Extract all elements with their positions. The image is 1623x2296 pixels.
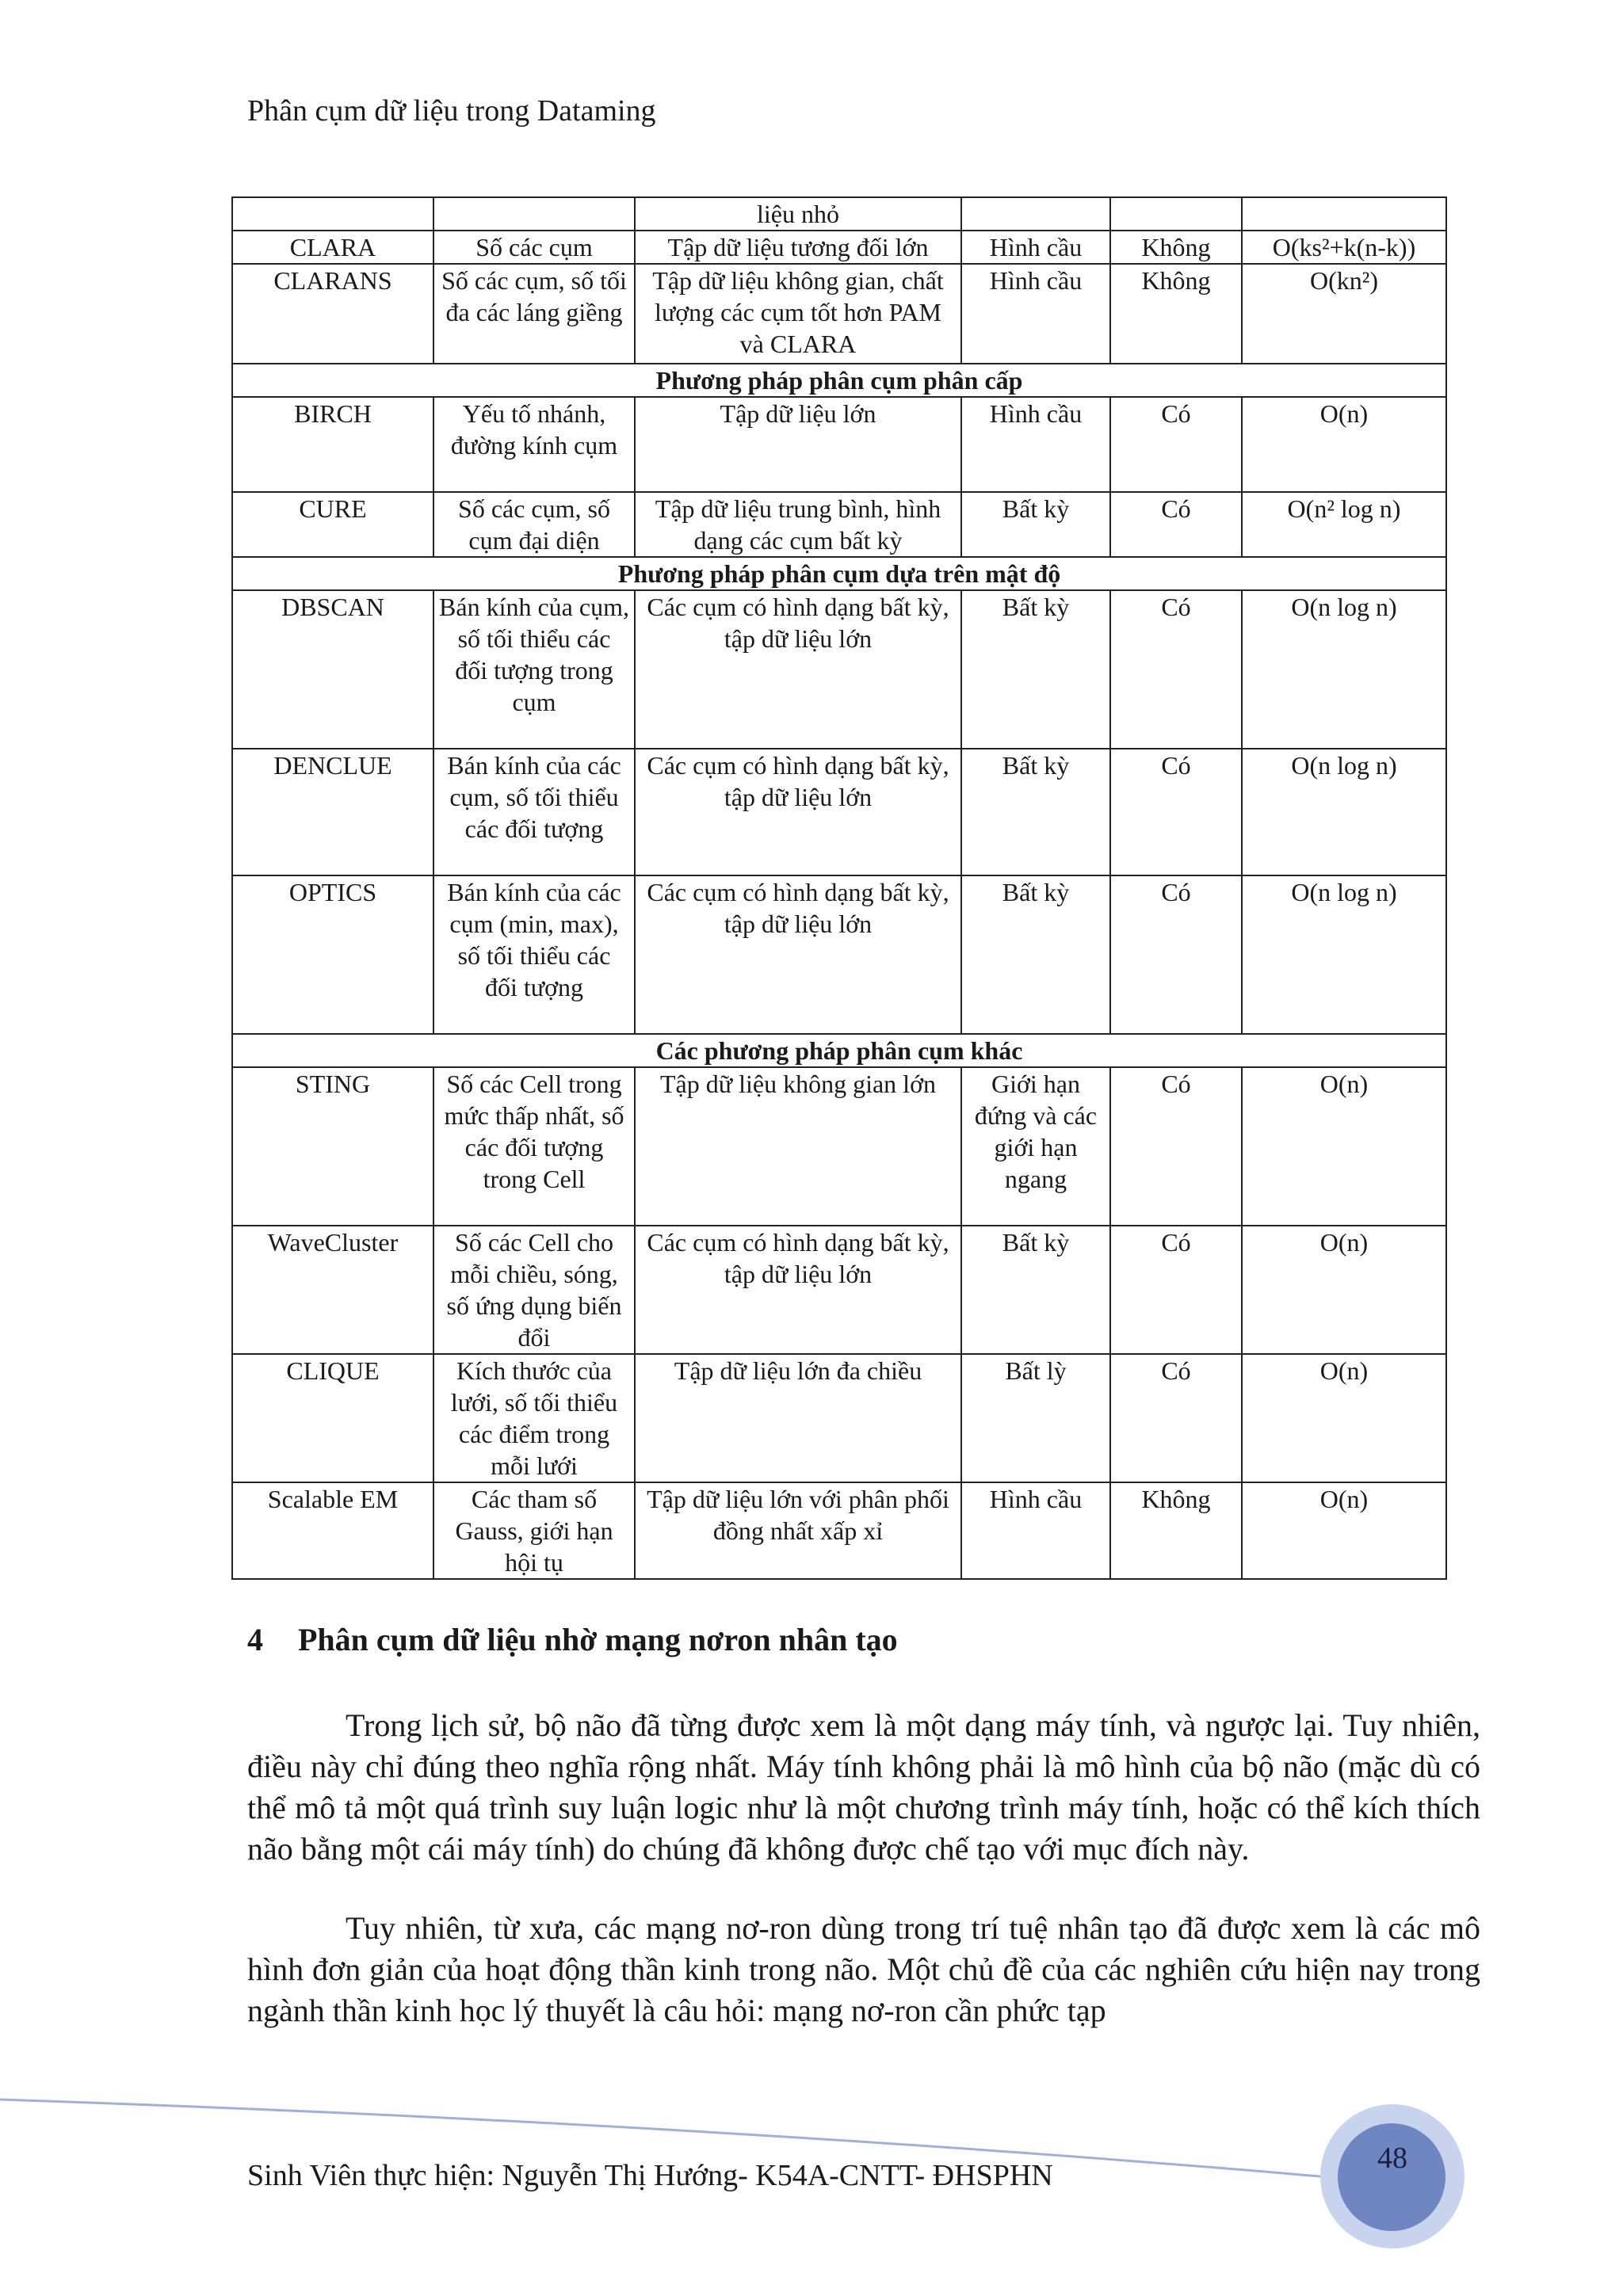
table-cell-shape: Giới hạn đứng và các giới hạn ngang [961,1067,1110,1226]
table-cell-complexity: O(n) [1242,1482,1446,1579]
table-cell-complexity: O(n log n) [1242,590,1446,749]
table-cell-name: DENCLUE [232,749,433,875]
table-row [232,1354,1446,1482]
section-number: 4 [247,1622,263,1657]
table-cell-complexity: O(kn²) [1242,264,1446,364]
table-cell-complexity: O(n) [1242,1067,1446,1226]
table-cell-suitable: Tập dữ liệu lớn [635,397,961,492]
table-cell-suitable: Tập dữ liệu không gian lớn [635,1067,961,1226]
table-row [232,1482,1446,1579]
table-cell-params: Số các cụm, số tối đa các láng giềng [433,264,635,364]
table-cell-shape: Hình cầu [961,397,1110,492]
table-cell-shape [961,197,1110,231]
table-group-row [232,1034,1446,1067]
table-row [232,197,1446,231]
table-cell-params: Kích thước của lưới, số tối thiểu các điểm trong mỗi lưới [433,1354,635,1482]
page-number-badge-inner [1338,2123,1445,2231]
table-cell-complexity: O(n) [1242,1226,1446,1354]
table-cell-params [433,197,635,231]
table-group-label: Phương pháp phân cụm phân cấp [232,364,1446,397]
table-cell-shape: Bất kỳ [961,492,1110,557]
table-cell-noise: Có [1110,1067,1242,1226]
table-cell-noise: Có [1110,1226,1242,1354]
table-cell-noise: Có [1110,875,1242,1034]
table-cell-params: Các tham số Gauss, giới hạn hội tụ [433,1482,635,1579]
table-row [232,1067,1446,1226]
table-cell-complexity: O(n² log n) [1242,492,1446,557]
table-cell-noise: Không [1110,231,1242,264]
table-cell-noise [1110,197,1242,231]
table-cell-name: CURE [232,492,433,557]
table-cell-name [232,197,433,231]
table-cell-name: CLARA [232,231,433,264]
table-group-row [232,557,1446,590]
table-cell-name: OPTICS [232,875,433,1034]
table-cell-name: CLIQUE [232,1354,433,1482]
table-cell-params: Số các Cell cho mỗi chiều, sóng, số ứng dụng biến đổi [433,1226,635,1354]
table-cell-params: Bán kính của các cụm, số tối thiểu các đối tượng [433,749,635,875]
table-cell-suitable: Các cụm có hình dạng bất kỳ, tập dữ liệu lớn [635,590,961,749]
table-cell-shape: Bất kỳ [961,1226,1110,1354]
table-cell-params: Yếu tố nhánh, đường kính cụm [433,397,635,492]
table-cell-noise: Có [1110,492,1242,557]
table-group-row [232,364,1446,397]
table-row [232,231,1446,264]
table-cell-noise: Không [1110,1482,1242,1579]
table-cell-params: Số các Cell trong mức thấp nhất, số các đối tượng trong Cell [433,1067,635,1226]
table-cell-name: DBSCAN [232,590,433,749]
table-cell-name: STING [232,1067,433,1226]
table-cell-shape: Bất kỳ [961,749,1110,875]
table-cell-complexity: O(n log n) [1242,749,1446,875]
table-cell-name: CLARANS [232,264,433,364]
table-row [232,492,1446,557]
table-cell-suitable: Tập dữ liệu trung bình, hình dạng các cụm bất kỳ [635,492,961,557]
table-cell-shape: Bất kỳ [961,875,1110,1034]
paragraph-text: Trong lịch sử, bộ não đã từng được xem là một dạng máy tính, và ngược lại. Tuy nhiên, điều này chỉ đúng theo nghĩa rộng nhất. Máy tính không phải là mô hình của bộ não (mặc dù có thể mô tả một quá trình suy luận logic như là một chương trình máy tính, hoặc có thể kích thích não bằng một cái máy tính) do chúng đã không được chế tạo với mục đích này. [247,1707,1480,1867]
page-number-badge [1320,2104,1465,2248]
table-cell-shape: Hình cầu [961,264,1110,364]
table-group-label: Phương pháp phân cụm dựa trên mật độ [232,557,1446,590]
table-row [232,264,1446,364]
table-cell-suitable: liệu nhỏ [635,197,961,231]
footer-author: Sinh Viên thực hiện: Nguyễn Thị Hướng- K54A-CNTT- ĐHSPHN [247,2159,1053,2192]
table-cell-params: Bán kính của cụm, số tối thiểu các đối tượng trong cụm [433,590,635,749]
table-cell-shape: Bất kỳ [961,590,1110,749]
table-cell-name: BIRCH [232,397,433,492]
table-cell-suitable: Các cụm có hình dạng bất kỳ, tập dữ liệu lớn [635,875,961,1034]
table-cell-name: WaveCluster [232,1226,433,1354]
body-paragraph [247,1705,1480,1870]
table-cell-noise: Có [1110,590,1242,749]
table-cell-noise: Không [1110,264,1242,364]
paragraph-text: Tuy nhiên, từ xưa, các mạng nơ-ron dùng trong trí tuệ nhân tạo đã được xem là các mô hình đơn giản của hoạt động thần kinh trong não. Một chủ đề của các nghiên cứu hiện nay trong ngành thần kinh học lý thuyết là câu hỏi: mạng nơ-ron cần phức tạp [247,1910,1480,2028]
table-cell-complexity: O(n log n) [1242,875,1446,1034]
table-row [232,397,1446,492]
body-paragraph [247,1908,1480,2031]
page-header: Phân cụm dữ liệu trong Dataming [247,94,656,128]
table-cell-suitable: Tập dữ liệu lớn với phân phối đồng nhất xấp xỉ [635,1482,961,1579]
table-cell-suitable: Các cụm có hình dạng bất kỳ, tập dữ liệu lớn [635,1226,961,1354]
table-cell-suitable: Tập dữ liệu tương đối lớn [635,231,961,264]
table-cell-complexity [1242,197,1446,231]
table-cell-complexity: O(n) [1242,1354,1446,1482]
table-cell-noise: Có [1110,397,1242,492]
table-cell-shape: Bất lỳ [961,1354,1110,1482]
table-cell-suitable: Các cụm có hình dạng bất kỳ, tập dữ liệu lớn [635,749,961,875]
table-cell-params: Số các cụm, số cụm đại diện [433,492,635,557]
table-cell-name: Scalable EM [232,1482,433,1579]
page-number: 48 [1377,2142,1407,2175]
table-cell-complexity: O(ks²+k(n-k)) [1242,231,1446,264]
table-row [232,1226,1446,1354]
table-cell-shape: Hình cầu [961,231,1110,264]
table-row [232,749,1446,875]
table-cell-suitable: Tập dữ liệu không gian, chất lượng các cụm tốt hơn PAM và CLARA [635,264,961,364]
table-cell-noise: Có [1110,749,1242,875]
table-cell-complexity: O(n) [1242,397,1446,492]
table-cell-params: Bán kính của các cụm (min, max), số tối thiểu các đối tượng [433,875,635,1034]
table-row [232,875,1446,1034]
section-heading [247,1621,898,1658]
table-cell-params: Số các cụm [433,231,635,264]
table-cell-suitable: Tập dữ liệu lớn đa chiều [635,1354,961,1482]
table-group-label: Các phương pháp phân cụm khác [232,1034,1446,1067]
table-row [232,590,1446,749]
table-cell-noise: Có [1110,1354,1242,1482]
clustering-comparison-table [231,196,1447,1580]
table-cell-shape: Hình cầu [961,1482,1110,1579]
section-title-text: Phân cụm dữ liệu nhờ mạng nơron nhân tạo [298,1622,898,1657]
